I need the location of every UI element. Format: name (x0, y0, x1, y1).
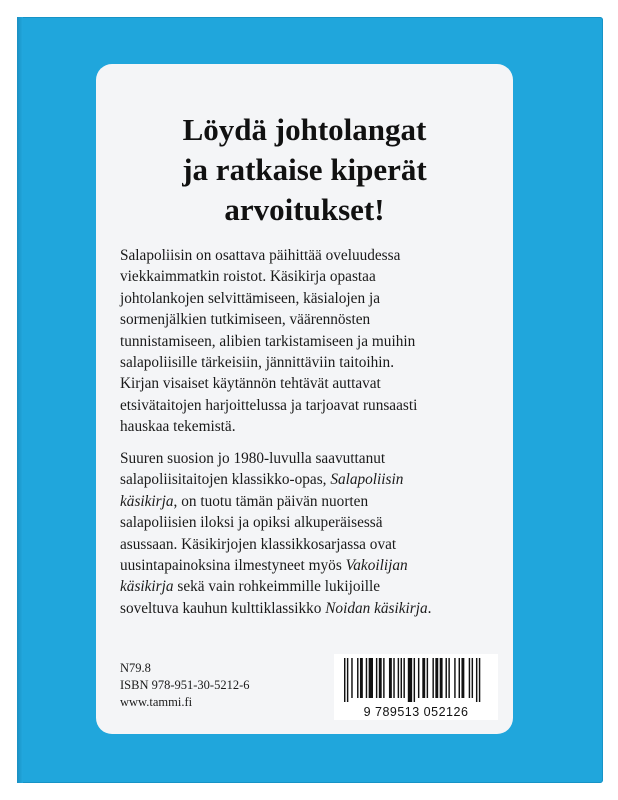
publisher-website: www.tammi.fi (120, 695, 193, 709)
text-run: salapoliisitaitojen klassikko-opas, (120, 471, 331, 489)
barcode-bar (398, 658, 399, 698)
barcode-bar (479, 658, 480, 702)
barcode-bar (369, 658, 373, 698)
barcode-bar (440, 658, 443, 698)
description-paragraph-2 (120, 448, 500, 619)
barcode-bar (414, 658, 415, 702)
barcode-bar (418, 658, 419, 698)
headline (96, 110, 513, 230)
text-run: Suuren suosion jo 1980-luvulla saavuttanut (120, 450, 386, 467)
barcode-bar (366, 658, 367, 698)
text-line (120, 491, 500, 512)
book-title-italic: Noidan käsikirja (325, 599, 428, 617)
text-run: . (427, 599, 432, 617)
barcode-bar (389, 658, 392, 698)
text-line (120, 576, 500, 597)
barcode-bar (472, 658, 473, 698)
barcode-bar (427, 658, 428, 698)
text-line (120, 598, 500, 619)
headline-line: ja ratkaise kiperät (182, 152, 427, 187)
isbn: ISBN 978-951-30-5212-6 (120, 678, 250, 692)
text-line (120, 512, 500, 533)
book-title-italic: Vakoilijan (345, 557, 408, 575)
barcode-bar (461, 658, 464, 698)
barcode-bar (360, 658, 363, 698)
barcode-bar (351, 658, 352, 698)
description-paragraph-1 (120, 245, 500, 438)
barcode-bars (338, 658, 494, 702)
headline-line: arvoitukset! (224, 192, 385, 227)
text-run: salapoliisien iloksi ja opiksi alkuperäisessä (120, 514, 383, 532)
text-line: sormenjälkien tutkimiseen, väärennösten (120, 311, 371, 329)
barcode-bar (379, 658, 382, 698)
text-line (120, 534, 500, 555)
barcode-bar (454, 658, 455, 698)
text-run: uusintapainoksina ilmestyneet myös (120, 557, 346, 575)
barcode-bar (422, 658, 425, 698)
text-line (120, 448, 500, 469)
book-title-italic: käsikirja (120, 492, 174, 510)
barcode-bar (357, 658, 358, 698)
publication-info (120, 660, 250, 711)
headline-line: Löydä johtolangat (182, 112, 427, 147)
barcode-bar (383, 658, 384, 698)
barcode (334, 654, 498, 720)
barcode-bar (347, 658, 348, 702)
barcode-bar (403, 658, 404, 698)
barcode-bar (344, 658, 345, 702)
barcode-bar (435, 658, 438, 698)
text-line (120, 469, 500, 490)
barcode-bar (459, 658, 460, 698)
text-run: soveltuva kauhun kulttiklassikko (120, 599, 326, 617)
book-title-italic: Salapoliisin (330, 471, 404, 489)
barcode-bar (469, 658, 470, 698)
barcode-bar (476, 658, 477, 702)
text-line: johtolankojen selvittämiseen, käsialojen ja (120, 289, 380, 307)
barcode-bar (401, 658, 402, 698)
barcode-bar (393, 658, 394, 698)
book-spine-edge (17, 17, 23, 783)
text-line: tunnistamiseen, alibien tarkistamiseen ja muihin (120, 332, 416, 350)
classification-code: N79.8 (120, 661, 151, 675)
barcode-digits: 9 789513 052126 (363, 705, 469, 719)
text-run: asussaan. Käsikirjojen klassikkosarjassa ovat (120, 535, 397, 553)
barcode-bar (448, 658, 449, 698)
text-line (120, 555, 500, 576)
text-run: sekä vain rohkeimmille lukijoille (173, 578, 381, 596)
barcode-bar (408, 658, 412, 702)
barcode-bar (432, 658, 433, 698)
text-line: viekkaimmatkin roistot. Käsikirja opastaa (120, 268, 376, 286)
barcode-bar (446, 658, 447, 698)
book-title-italic: käsikirja (120, 578, 174, 596)
barcode-bar (376, 658, 377, 698)
text-line: Kirjan visaiset käytännön tehtävät auttavat (120, 375, 381, 393)
text-line: etsivätaitojen harjoittelussa ja tarjoavat runsaasti (120, 396, 418, 414)
text-line: Salapoliisin on osattava päihittää oveluudessa (120, 247, 401, 264)
text-line: salapoliisille tärkeisiin, jännittäviin taitoihin. (120, 354, 395, 372)
text-line: hauskaa tekemistä. (120, 418, 236, 436)
text-run: , on tuotu tämän päivän nuorten (173, 492, 369, 510)
text-panel (96, 64, 513, 734)
